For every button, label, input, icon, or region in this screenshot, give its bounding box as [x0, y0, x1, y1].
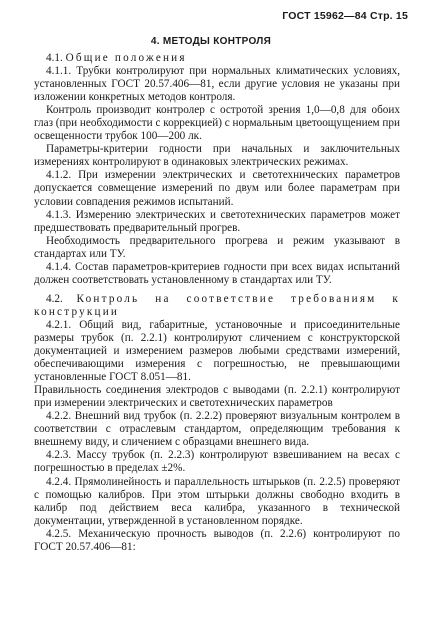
paragraph-4-1-3: 4.1.3. Измерению электрических и светотехнических параметров может предшествовать предварительный прогрев. — [34, 208, 400, 234]
paragraph-4-1-1: 4.1.1. Трубки контролируют при нормальных климатических условиях, установленных ГОСТ 20.57.406—81, если другие условия не указаны при изложении конкретных методов контроля. — [34, 65, 400, 104]
subsection-number: 4.2. — [46, 292, 63, 305]
subsection-number: 4.1. — [46, 52, 63, 64]
paragraph-4-1-4: 4.1.4. Состав параметров-критериев годности при всех видах испытаний должен соответствовать установленному в стандартах или ТУ. — [34, 260, 400, 286]
paragraph-4-1-1-c: Параметры-критерии годности при начальных и заключительных измерениях контролируют в одинаковых электрических режимах. — [34, 143, 400, 169]
paragraph-4-2-1-b: Правильность соединения электродов с выводами (п. 2.2.1) контролируют при измерении электрических и светотехнических параметров — [34, 384, 400, 410]
paragraph-4-1-1-b: Контроль производит контролер с остротой зрения 1,0—0,8 для обоих глаз (при необходимости с коррекцией) с нормальным цветоощущением при освещенности трубок 100—200 лк. — [34, 104, 400, 143]
paragraph-4-1-2: 4.1.2. При измерении электрических и светотехнических параметров допускается совмещение измерений по двум или более параметрам при условии совпадения режимов испытаний. — [34, 169, 400, 208]
paragraph-4-2-5: 4.2.5. Механическую прочность выводов (п. 2.2.6) контролируют по ГОСТ 20.57.406—81: — [34, 527, 400, 553]
page-header — [282, 10, 408, 22]
document-body — [34, 52, 400, 554]
paragraph-4-2-3: 4.2.3. Массу трубок (п. 2.2.3) контролируют взвешиванием на весах с погрешностью в пределах ±2%. — [34, 449, 400, 475]
subsection-title: Контроль на соответствие требованиям к конструкции — [34, 292, 401, 318]
paragraph-4-2-4: 4.2.4. Прямолинейность и параллельность штырьков (п. 2.2.5) проверяют с помощью калибров. При этом штырьки должны свободно входить в калибр под действием веса калибра, указанного в технической документации, утвержденной в установленном порядке. — [34, 475, 400, 527]
paragraph-4-2-1: 4.2.1. Общий вид, габаритные, установочные и присоединительные размеры трубок (п. 2.2.1) контролируют сличением с конструкторской документацией и измерением размеров любыми средствами измерений, обеспечивающими измерения с погрешностью, не превышающими установленные ГОСТ 8.051—81. — [34, 318, 400, 384]
subsection-heading-4-1 — [34, 52, 400, 65]
section-title: 4. МЕТОДЫ КОНТРОЛЯ — [150, 36, 272, 47]
subsection-heading-4-2 — [34, 293, 400, 319]
header-doc-number: ГОСТ 15962—84 — [282, 10, 367, 22]
subsection-title: Общие положения — [65, 52, 187, 64]
header-page-number: Стр. 15 — [369, 10, 408, 22]
paragraph-4-2-2: 4.2.2. Внешний вид трубок (п. 2.2.2) проверяют визуальным контролем в соответствии с отраслевым стандартом, определяющим требования к внешнему виду, и сличением с образцами внешнего вида. — [34, 410, 400, 449]
paragraph-4-1-3-b: Необходимость предварительного прогрева и режим указывают в стандартах или ТУ. — [34, 234, 400, 260]
